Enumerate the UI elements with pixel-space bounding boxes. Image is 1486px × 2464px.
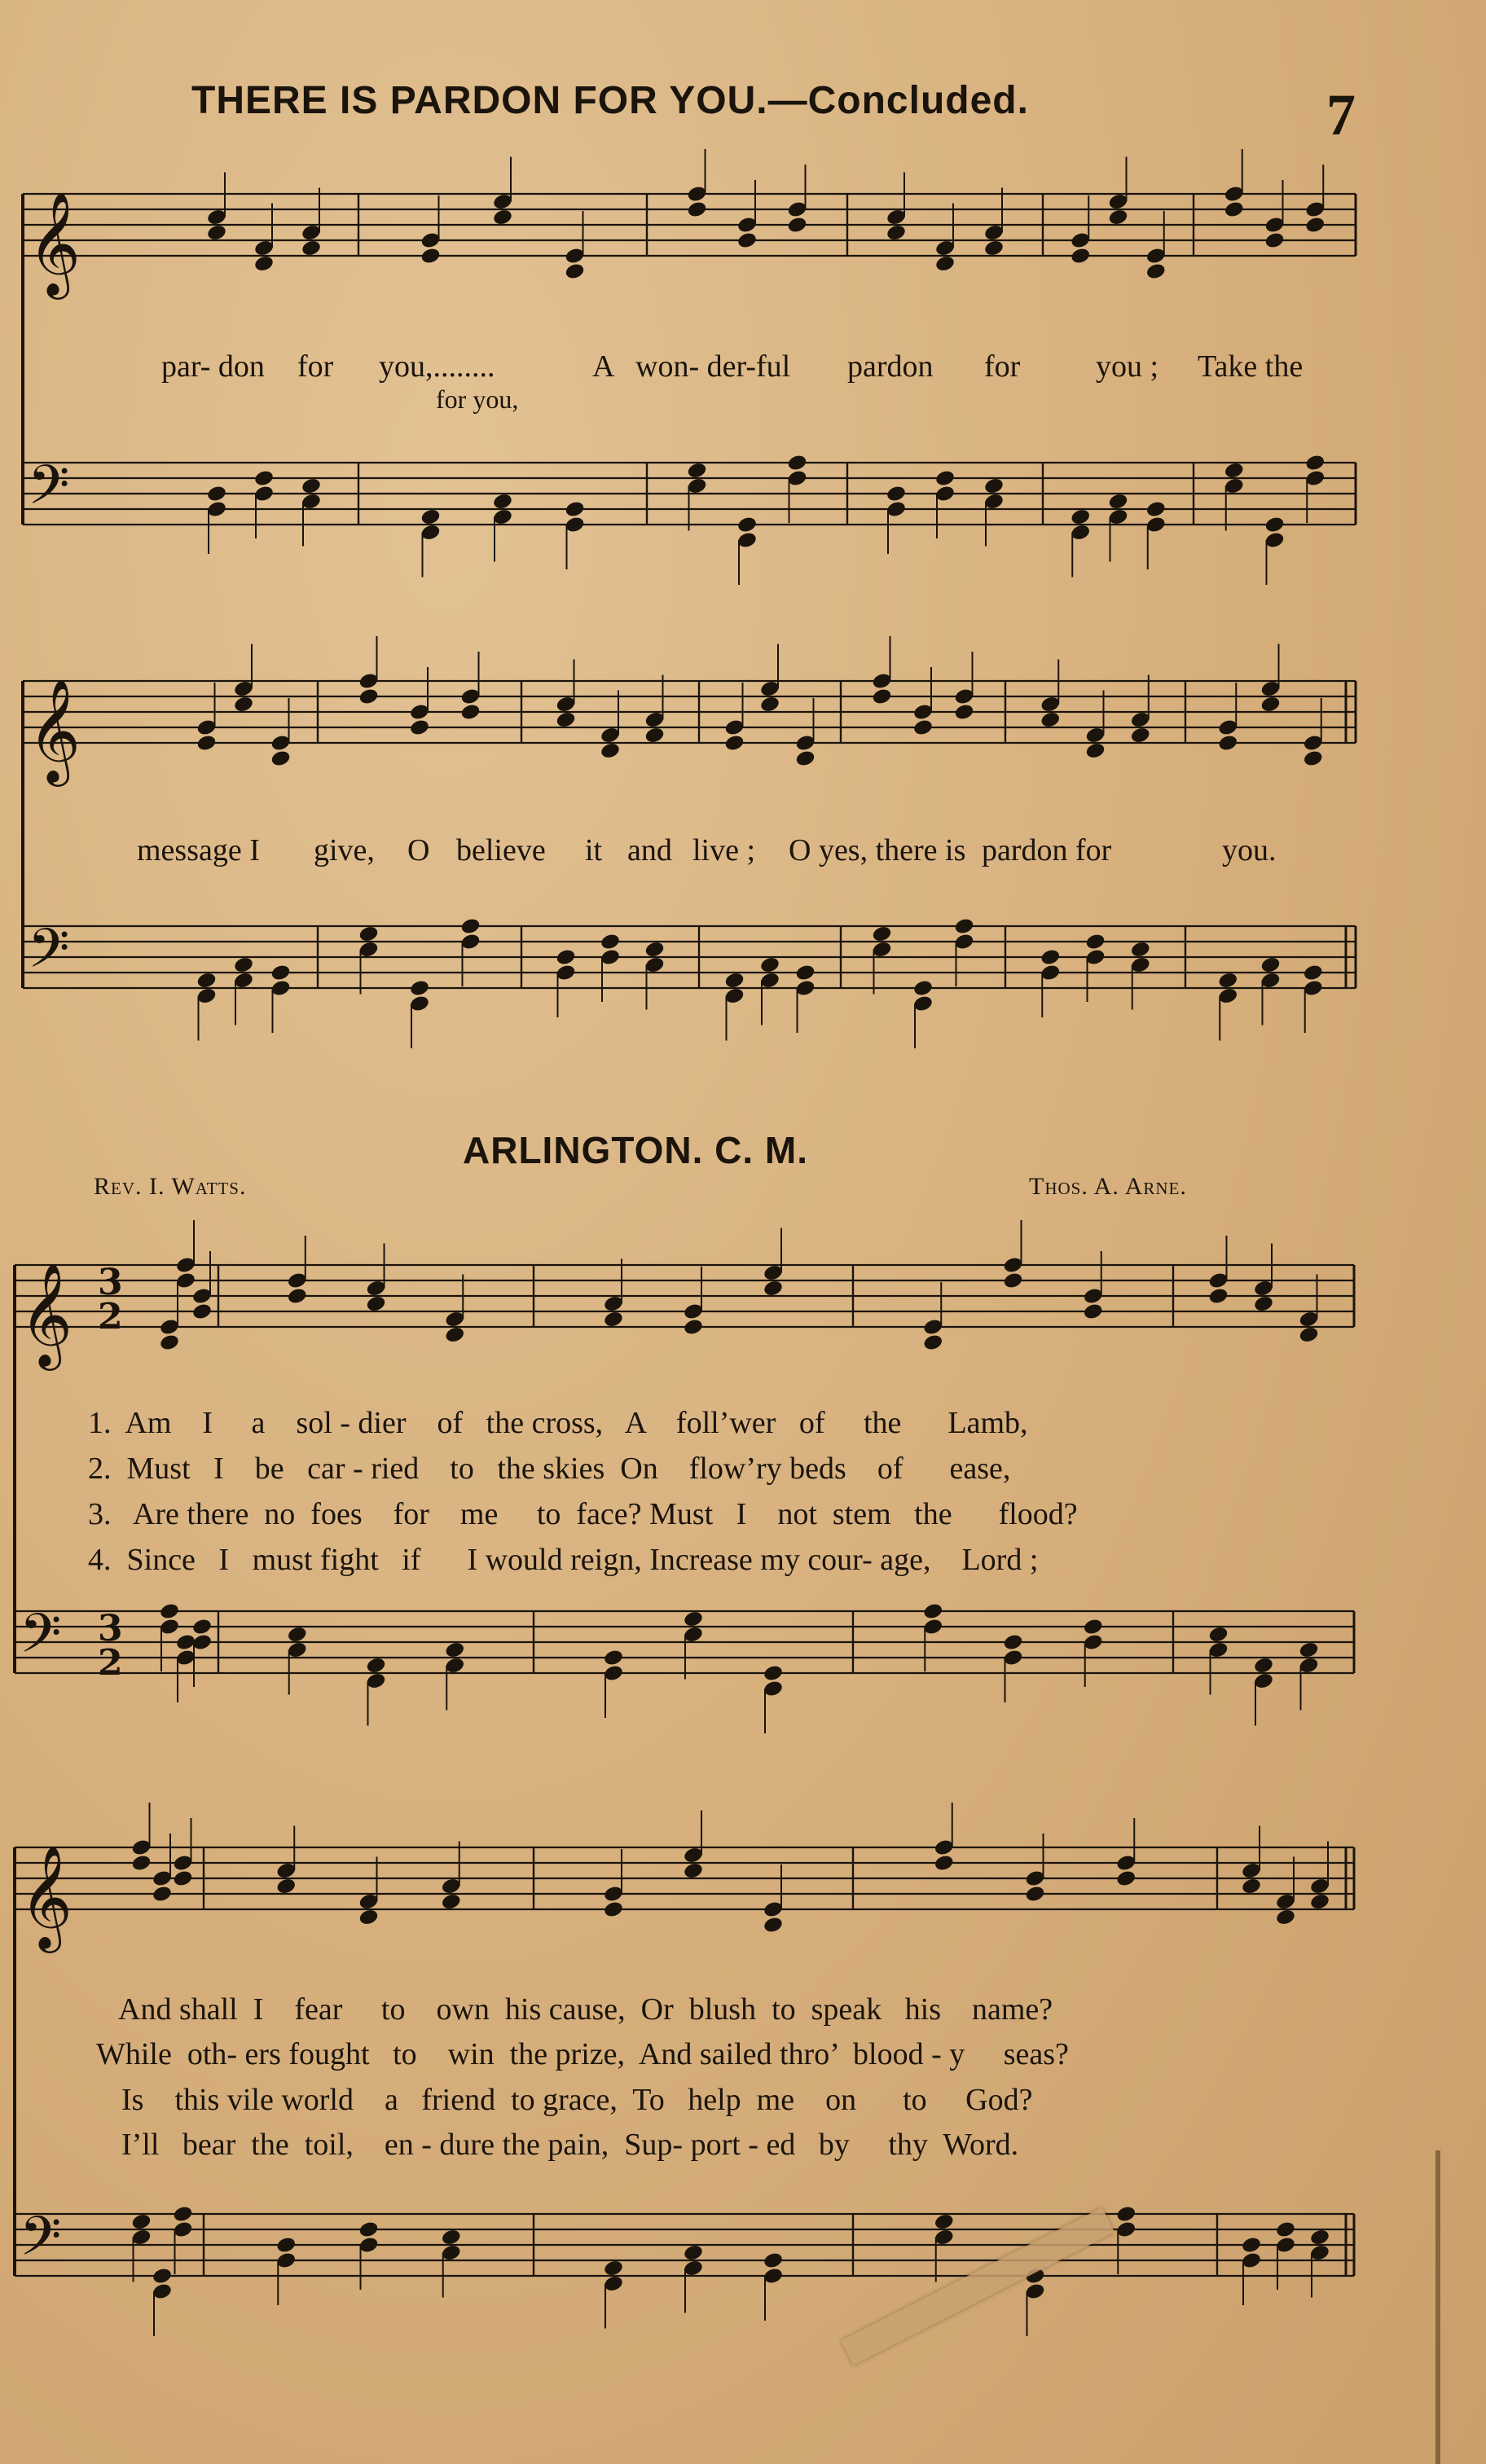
treble-clef-icon: 𝄞 <box>28 191 81 295</box>
notehead <box>172 1869 193 1888</box>
time-signature: 2 <box>98 1642 123 1684</box>
verse-line: 3. Are there no foes for me to face? Must I not stem the flood? <box>88 1497 1078 1531</box>
notehead <box>287 1287 308 1306</box>
notehead <box>922 1333 943 1352</box>
notehead <box>441 2228 462 2247</box>
lyric: pardon <box>847 349 934 384</box>
notehead <box>603 1310 624 1329</box>
lyric: you ; <box>1096 349 1159 384</box>
sub-lyric: for you, <box>436 384 519 414</box>
notehead <box>206 223 227 242</box>
notehead <box>871 687 892 706</box>
notehead <box>953 703 974 722</box>
time-signature: 3 <box>98 1608 123 1649</box>
lyric: it <box>585 833 603 867</box>
notehead <box>953 917 974 936</box>
notehead <box>603 1900 624 1919</box>
notehead <box>1145 500 1167 519</box>
treble-clef-icon: 𝄞 <box>28 678 81 782</box>
notehead <box>1303 964 1324 982</box>
lyric: you. <box>1222 833 1277 867</box>
notehead <box>270 749 291 768</box>
notehead <box>1298 1640 1319 1659</box>
notehead <box>365 1656 386 1675</box>
notehead <box>1224 461 1245 480</box>
bass-staff <box>23 454 1356 585</box>
notehead <box>1024 1885 1045 1904</box>
notehead <box>1260 695 1281 714</box>
page-number: 7 <box>1326 82 1356 147</box>
notehead <box>130 2212 152 2231</box>
notehead <box>794 964 816 982</box>
notehead <box>287 1625 308 1644</box>
notehead <box>172 2205 193 2224</box>
notehead <box>555 948 576 967</box>
lyric: O <box>407 833 430 867</box>
notehead <box>275 1877 297 1895</box>
notehead <box>786 454 807 472</box>
lyric: you,........ <box>379 349 495 384</box>
notehead <box>409 979 430 998</box>
notehead <box>683 1318 704 1337</box>
notehead <box>1145 262 1167 281</box>
notehead <box>270 964 291 982</box>
notehead <box>152 2267 173 2286</box>
notehead <box>196 971 217 990</box>
notehead <box>1002 1633 1023 1652</box>
notehead <box>365 1294 386 1313</box>
notehead <box>358 925 379 943</box>
notehead <box>786 216 807 235</box>
notehead <box>1207 1287 1229 1306</box>
notehead <box>1107 492 1128 511</box>
notehead <box>1083 1302 1104 1321</box>
notehead <box>736 516 758 534</box>
notehead <box>1107 208 1128 226</box>
notehead <box>794 749 816 768</box>
notehead <box>1040 710 1061 729</box>
notehead <box>1275 1908 1296 1926</box>
notehead <box>1083 1618 1104 1636</box>
bass-clef-icon: 𝄢 <box>20 2205 62 2281</box>
notehead <box>1040 948 1061 967</box>
treble-staff <box>15 1220 1354 1351</box>
notehead <box>934 469 956 488</box>
bass-staff <box>15 1602 1354 1733</box>
verse-line: While oth- ers fought to win the prize, And sailed thro’ blood - y seas? <box>96 2037 1069 2071</box>
notehead <box>1070 507 1091 526</box>
treble-clef-icon: 𝄞 <box>20 1262 73 1366</box>
time-signature: 3 <box>98 1262 123 1303</box>
notehead <box>233 955 254 974</box>
treble-staff <box>23 636 1356 767</box>
notehead <box>275 2236 297 2255</box>
notehead <box>1260 955 1281 974</box>
notehead <box>191 1618 213 1636</box>
verse-line: 4. Since I must fight if I would reign, Increase my cour- age, Lord ; <box>88 1543 1039 1577</box>
notehead <box>912 718 934 737</box>
notehead <box>1241 2236 1262 2255</box>
music-credit: Thos. A. Arne. <box>1029 1173 1187 1200</box>
notehead <box>886 485 907 503</box>
notehead <box>441 1892 462 1911</box>
notehead <box>763 1916 784 1935</box>
words-credit: Rev. I. Watts. <box>94 1173 247 1200</box>
notehead <box>644 940 665 959</box>
lyric: for <box>984 349 1021 384</box>
notehead <box>459 703 481 722</box>
notehead <box>934 1854 955 1873</box>
notehead <box>1298 1325 1319 1344</box>
notehead <box>723 971 745 990</box>
notehead <box>159 1602 180 1621</box>
notehead <box>444 1640 465 1659</box>
notehead <box>253 469 275 488</box>
notehead <box>1275 2220 1296 2239</box>
notehead <box>564 262 585 281</box>
treble-staff <box>23 149 1356 280</box>
notehead <box>686 461 707 480</box>
lyric: O yes, there is <box>789 833 966 867</box>
notehead <box>736 231 758 250</box>
lyric: give, <box>314 833 375 867</box>
verse-line: 1. Am I a sol - dier of the cross, A foll’wer of the Lamb, <box>88 1406 1028 1440</box>
lyric: Take the <box>1198 349 1304 384</box>
notehead <box>934 2212 955 2231</box>
verse-line: I’ll bear the toil, en - dure the pain, Sup- port - ed by thy Word. <box>106 2128 1019 2162</box>
notehead <box>723 734 745 753</box>
verse-line: 2. Must I be car - ried to the skies On flow’ry beds of ease, <box>88 1452 1011 1486</box>
notehead <box>409 718 430 737</box>
notehead <box>912 979 934 998</box>
lyric: live ; <box>692 833 756 867</box>
notehead <box>253 254 275 273</box>
notehead <box>922 1602 943 1621</box>
notehead <box>191 1302 213 1321</box>
notehead <box>1002 1272 1023 1290</box>
lyric: A <box>592 349 615 384</box>
notehead <box>983 239 1005 257</box>
notehead <box>130 1854 152 1873</box>
notehead <box>1130 940 1151 959</box>
notehead <box>196 734 217 753</box>
bass-clef-icon: 𝄢 <box>28 454 70 529</box>
notehead <box>1241 1877 1262 1895</box>
notehead <box>444 1325 465 1344</box>
notehead <box>686 200 707 219</box>
bass-staff <box>23 917 1356 1048</box>
verse-line: Is this vile world a friend to grace, To help me on to God? <box>106 2083 1033 2117</box>
notehead <box>1303 749 1324 768</box>
notehead <box>1264 231 1285 250</box>
notehead <box>603 2259 624 2277</box>
lyric: won- der-ful <box>635 349 791 384</box>
notehead <box>983 477 1005 495</box>
notehead <box>1253 1656 1274 1675</box>
notehead <box>1309 2228 1330 2247</box>
notehead <box>358 1908 379 1926</box>
notehead <box>492 208 513 226</box>
notehead <box>420 247 441 266</box>
page-edge <box>1435 2150 1440 2464</box>
notehead <box>1084 933 1106 951</box>
notehead <box>1084 741 1106 760</box>
lyric: pardon for <box>982 833 1112 867</box>
treble-clef-icon: 𝄞 <box>20 1844 73 1948</box>
notehead <box>600 741 621 760</box>
verse-line: And shall I fear to own his cause, Or blush to speak his name? <box>118 1992 1053 2027</box>
notehead <box>683 1861 704 1880</box>
notehead <box>1304 454 1326 472</box>
bass-clef-icon: 𝄢 <box>28 917 70 993</box>
notehead <box>492 492 513 511</box>
hymn-title: ARLINGTON. C. M. <box>463 1129 809 1171</box>
notehead <box>1304 216 1326 235</box>
notehead <box>206 485 227 503</box>
notehead <box>763 2251 784 2270</box>
notehead <box>358 687 379 706</box>
notehead <box>1217 971 1238 990</box>
notehead <box>644 726 665 744</box>
notehead <box>1115 1869 1136 1888</box>
notehead <box>358 2220 379 2239</box>
notehead <box>763 1279 784 1298</box>
time-signature: 2 <box>98 1296 123 1337</box>
notehead <box>759 695 780 714</box>
notehead <box>600 933 621 951</box>
lyric: and <box>627 833 672 867</box>
notehead <box>759 955 780 974</box>
notehead <box>1253 1294 1274 1313</box>
notehead <box>886 223 907 242</box>
notehead <box>152 1885 173 1904</box>
notehead <box>1130 726 1151 744</box>
lyric: for <box>297 349 334 384</box>
notehead <box>683 2243 704 2262</box>
notehead <box>763 1664 784 1683</box>
notehead <box>1217 734 1238 753</box>
notehead <box>301 239 322 257</box>
bass-staff <box>15 2205 1354 2336</box>
notehead <box>564 500 585 519</box>
running-title: THERE IS PARDON FOR YOU.—Concluded. <box>191 79 1029 122</box>
notehead <box>420 507 441 526</box>
notehead <box>683 1610 704 1628</box>
notehead <box>555 710 576 729</box>
notehead <box>1309 1892 1330 1911</box>
bass-clef-icon: 𝄢 <box>20 1602 62 1678</box>
notehead <box>871 925 892 943</box>
notehead <box>1224 200 1245 219</box>
notehead <box>1264 516 1285 534</box>
notehead <box>459 917 481 936</box>
notehead <box>934 254 956 273</box>
notehead <box>1070 247 1091 266</box>
lyric: par- don <box>161 349 265 384</box>
lyric: message I <box>137 833 260 867</box>
notehead <box>1115 2205 1136 2224</box>
notehead <box>603 1649 624 1667</box>
notehead <box>233 695 254 714</box>
notehead <box>1207 1625 1229 1644</box>
notehead <box>159 1333 180 1352</box>
treble-staff <box>15 1803 1354 1934</box>
notehead <box>301 477 322 495</box>
lyric: believe <box>456 833 546 867</box>
